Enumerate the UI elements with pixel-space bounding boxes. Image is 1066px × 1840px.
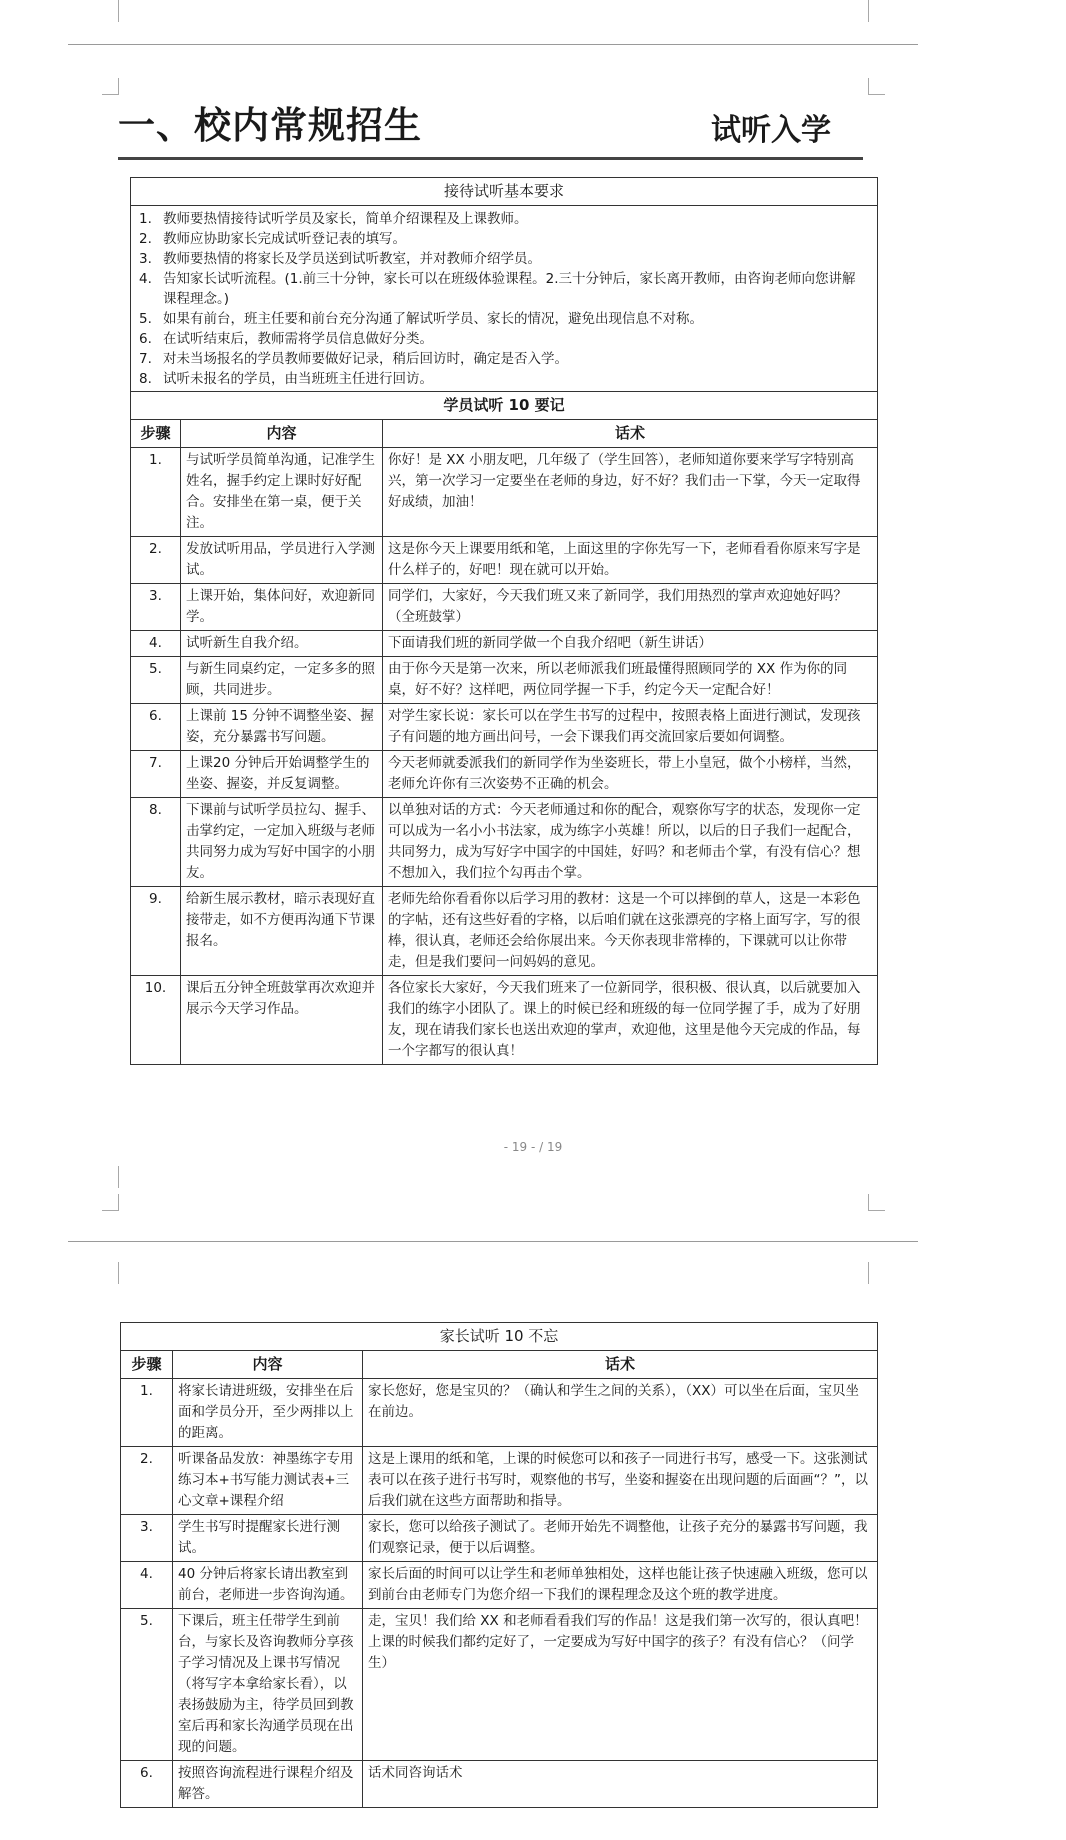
step-cell: 8.	[131, 798, 181, 887]
content-cell: 上课前 15 分钟不调整坐姿、握姿，充分暴露书写问题。	[181, 704, 383, 751]
table-row	[131, 704, 878, 751]
page-edge-tick	[868, 1262, 869, 1284]
step-cell: 2.	[131, 537, 181, 584]
content-cell: 40 分钟后将家长请出教室到前台，老师进一步咨询沟通。	[173, 1562, 363, 1609]
content-cell: 发放试听用品，学员进行入学测试。	[181, 537, 383, 584]
table-row	[121, 1562, 878, 1609]
table-row	[131, 751, 878, 798]
content-cell: 将家长请进班级，安排坐在后面和学员分开，至少两排以上的距离。	[173, 1379, 363, 1447]
table-row	[121, 1609, 878, 1761]
parent-trial-table	[120, 1322, 878, 1808]
column-header-content: 内容	[173, 1351, 363, 1379]
requirement-text: 教师应协助家长完成试听登记表的填写。	[163, 231, 406, 247]
requirement-text: 如果有前台，班主任要和前台充分沟通了解试听学员、家长的情况，避免出现信息不对称。	[163, 311, 703, 327]
requirement-number: 4.	[139, 271, 152, 287]
requirement-text: 告知家长试听流程。(1.前三十分钟，家长可以在班级体验课程。2.三十分钟后，家长离开教师，由咨询老师向您讲解课程理念。)	[163, 271, 856, 307]
script-cell: 你好！是 XX 小朋友吧，几年级了（学生回答），老师知道你要来学写字特别高兴，第一次学习一定要坐在老师的身边，好不好？我们击一下掌，今天一定取得好成绩，加油！	[383, 448, 878, 537]
requirement-number: 8.	[139, 371, 152, 387]
page-number: - 19 - / 19	[503, 1140, 563, 1154]
content-cell: 课后五分钟全班鼓掌再次欢迎并展示今天学习作品。	[181, 976, 383, 1065]
column-header-step: 步骤	[131, 420, 181, 448]
step-cell: 5.	[121, 1609, 173, 1761]
script-cell: 由于你今天是第一次来，所以老师派我们班最懂得照顾同学的 XX 作为你的同桌，好不好？这样吧，两位同学握一下手，约定今天一定配合好！	[383, 657, 878, 704]
section-subtitle: 试听入学	[711, 113, 831, 148]
script-cell: 对学生家长说：家长可以在学生书写的过程中，按照表格上面进行测试，发现孩子有问题的地方画出问号，一会下课我们再交流回家后要如何调整。	[383, 704, 878, 751]
requirement-item	[139, 269, 869, 309]
page-corner-mark	[102, 1194, 119, 1211]
content-cell: 上课开始，集体问好，欢迎新同学。	[181, 584, 383, 631]
table-row	[131, 537, 878, 584]
requirement-item	[139, 329, 869, 349]
content-cell: 学生书写时提醒家长进行测试。	[173, 1515, 363, 1562]
content-cell: 下课后，班主任带学生到前台，与家长及咨询教师分享孩子学习情况及上课书写情况（将写字本拿给家长看），以表扬鼓励为主，待学员回到教室后再和家长沟通学员现在出现的问题。	[173, 1609, 363, 1761]
script-cell: 以单独对话的方式：今天老师通过和你的配合，观察你写字的状态，发现你一定可以成为一名小小书法家，成为练字小英雄！所以，以后的日子我们一起配合，共同努力，成为写好字中国字的中国娃，好吗？和老师击个掌，有没有信心？想不想加入，我们拉个勾再击个掌。	[383, 798, 878, 887]
requirements-list	[131, 206, 878, 392]
step-cell: 6.	[131, 704, 181, 751]
content-cell: 按照咨询流程进行课程介绍及解答。	[173, 1761, 363, 1808]
column-header-content: 内容	[181, 420, 383, 448]
page-title: 一、校内常规招生	[118, 104, 422, 147]
script-cell: 走，宝贝！我们给 XX 和老师看看我们写的作品！这是我们第一次写的，很认真吧！上课的时候我们都约定好了，一定要成为写好中国字的孩子？有没有信心？（问学生）	[363, 1609, 878, 1761]
page-edge-tick	[118, 0, 119, 22]
step-cell: 1.	[131, 448, 181, 537]
parent-section-title-row	[121, 1323, 878, 1351]
step-cell: 4.	[121, 1562, 173, 1609]
table-row	[131, 798, 878, 887]
step-cell: 3.	[121, 1515, 173, 1562]
script-cell: 这是你今天上课要用纸和笔，上面这里的字你先写一下，老师看看你原来写字是什么样子的，好吧！现在就可以开始。	[383, 537, 878, 584]
step-cell: 1.	[121, 1379, 173, 1447]
table-row	[131, 887, 878, 976]
page-heading	[118, 105, 863, 160]
requirements-row	[131, 206, 878, 392]
page-top-edge	[68, 44, 918, 45]
step-cell: 10.	[131, 976, 181, 1065]
column-header-step: 步骤	[121, 1351, 173, 1379]
page-top-edge	[68, 1241, 918, 1242]
page-edge-tick	[118, 1262, 119, 1284]
script-cell: 家长您好，您是宝贝的？（确认和学生之间的关系），（XX）可以坐在后面，宝贝坐在前边。	[363, 1379, 878, 1447]
requirement-text: 对未当场报名的学员教师要做好记录，稍后回访时，确定是否入学。	[163, 351, 568, 367]
step-cell: 6.	[121, 1761, 173, 1808]
requirement-text: 试听未报名的学员，由当班班主任进行回访。	[163, 371, 433, 387]
table-row	[131, 448, 878, 537]
student-trial-table	[130, 177, 878, 1065]
requirement-number: 7.	[139, 351, 152, 367]
requirements-title: 接待试听基本要求	[131, 178, 878, 206]
script-cell: 这是上课用的纸和笔，上课的时候您可以和孩子一同进行书写，感受一下。这张测试表可以在孩子进行书写时，观察他的书写，坐姿和握姿在出现问题的后面画“？”，以后我们就在这些方面帮助和指导。	[363, 1447, 878, 1515]
script-cell: 下面请我们班的新同学做一个自我介绍吧（新生讲话）	[383, 631, 878, 657]
requirement-number: 5.	[139, 311, 152, 327]
content-cell: 下课前与试听学员拉勾、握手、击掌约定，一定加入班级与老师共同努力成为写好中国字的小朋友。	[181, 798, 383, 887]
step-cell: 3.	[131, 584, 181, 631]
table-row	[121, 1447, 878, 1515]
content-cell: 试听新生自我介绍。	[181, 631, 383, 657]
table-row	[131, 976, 878, 1065]
content-cell: 与试听学员简单沟通，记准学生姓名，握手约定上课时好好配合。安排坐在第一桌，便于关注。	[181, 448, 383, 537]
table-row	[121, 1761, 878, 1808]
step-cell: 2.	[121, 1447, 173, 1515]
content-cell: 与新生同桌约定，一定多多的照顾，共同进步。	[181, 657, 383, 704]
script-cell: 话术同咨询话术	[363, 1761, 878, 1808]
step-cell: 9.	[131, 887, 181, 976]
page-corner-mark	[868, 78, 885, 95]
requirement-item	[139, 309, 869, 329]
requirement-item	[139, 249, 869, 269]
step-cell: 4.	[131, 631, 181, 657]
requirement-item	[139, 349, 869, 369]
student-section-title-row	[131, 392, 878, 420]
script-cell: 老师先给你看看你以后学习用的教材：这是一个可以摔倒的草人，这是一本彩色的字帖，还有这些好看的字格，以后咱们就在这张漂亮的字格上面写字，写的很棒，很认真，老师还会给你展出来。今天你表现非常棒的，下课就可以让你带走，但是我们要问一问妈妈的意见。	[383, 887, 878, 976]
requirement-number: 6.	[139, 331, 152, 347]
table-row	[131, 657, 878, 704]
script-cell: 各位家长大家好，今天我们班来了一位新同学，很积极、很认真，以后就要加入我们的练字小团队了。课上的时候已经和班级的每一位同学握了手，成为了好朋友，现在请我们家长也送出欢迎的掌声，欢迎他，这里是他今天完成的作品，每一个字都写的很认真！	[383, 976, 878, 1065]
column-header-script: 话术	[363, 1351, 878, 1379]
table-header-row	[121, 1351, 878, 1379]
table-row	[131, 584, 878, 631]
table-header-row	[131, 420, 878, 448]
requirement-item	[139, 229, 869, 249]
requirement-text: 在试听结束后，教师需将学员信息做好分类。	[163, 331, 433, 347]
requirement-number: 2.	[139, 231, 152, 247]
step-cell: 7.	[131, 751, 181, 798]
table-row	[131, 631, 878, 657]
table-row	[121, 1515, 878, 1562]
requirement-text: 教师要热情的将家长及学员送到试听教室，并对教师介绍学员。	[163, 251, 541, 267]
student-section-title: 学员试听 10 要记	[131, 392, 878, 420]
requirement-item	[139, 369, 869, 389]
requirement-item	[139, 209, 869, 229]
requirement-number: 3.	[139, 251, 152, 267]
content-cell: 上课20 分钟后开始调整学生的坐姿、握姿，并反复调整。	[181, 751, 383, 798]
script-cell: 家长后面的时间可以让学生和老师单独相处，这样也能让孩子快速融入班级，您可以到前台由老师专门为您介绍一下我们的课程理念及这个班的教学进度。	[363, 1562, 878, 1609]
requirements-title-row	[131, 178, 878, 206]
column-header-script: 话术	[383, 420, 878, 448]
script-cell: 今天老师就委派我们的新同学作为坐姿班长，带上小皇冠，做个小榜样，当然，老师允许你有三次姿势不正确的机会。	[383, 751, 878, 798]
step-cell: 5.	[131, 657, 181, 704]
requirement-number: 1.	[139, 211, 152, 227]
page-corner-mark	[868, 1194, 885, 1211]
script-cell: 同学们，大家好，今天我们班又来了新同学，我们用热烈的掌声欢迎她好吗？（全班鼓掌）	[383, 584, 878, 631]
script-cell: 家长，您可以给孩子测试了。老师开始先不调整他，让孩子充分的暴露书写问题，我们观察记录，便于以后调整。	[363, 1515, 878, 1562]
content-cell: 给新生展示教材，暗示表现好直接带走，如不方便再沟通下节课报名。	[181, 887, 383, 976]
table-row	[121, 1379, 878, 1447]
requirement-text: 教师要热情接待试听学员及家长，简单介绍课程及上课教师。	[163, 211, 528, 227]
page-edge-tick	[118, 1166, 119, 1188]
content-cell: 听课备品发放：神墨练字专用练习本+书写能力测试表+三心文章+课程介绍	[173, 1447, 363, 1515]
page-corner-mark	[102, 78, 119, 95]
parent-section-title: 家长试听 10 不忘	[121, 1323, 878, 1351]
page-edge-tick	[868, 0, 869, 22]
